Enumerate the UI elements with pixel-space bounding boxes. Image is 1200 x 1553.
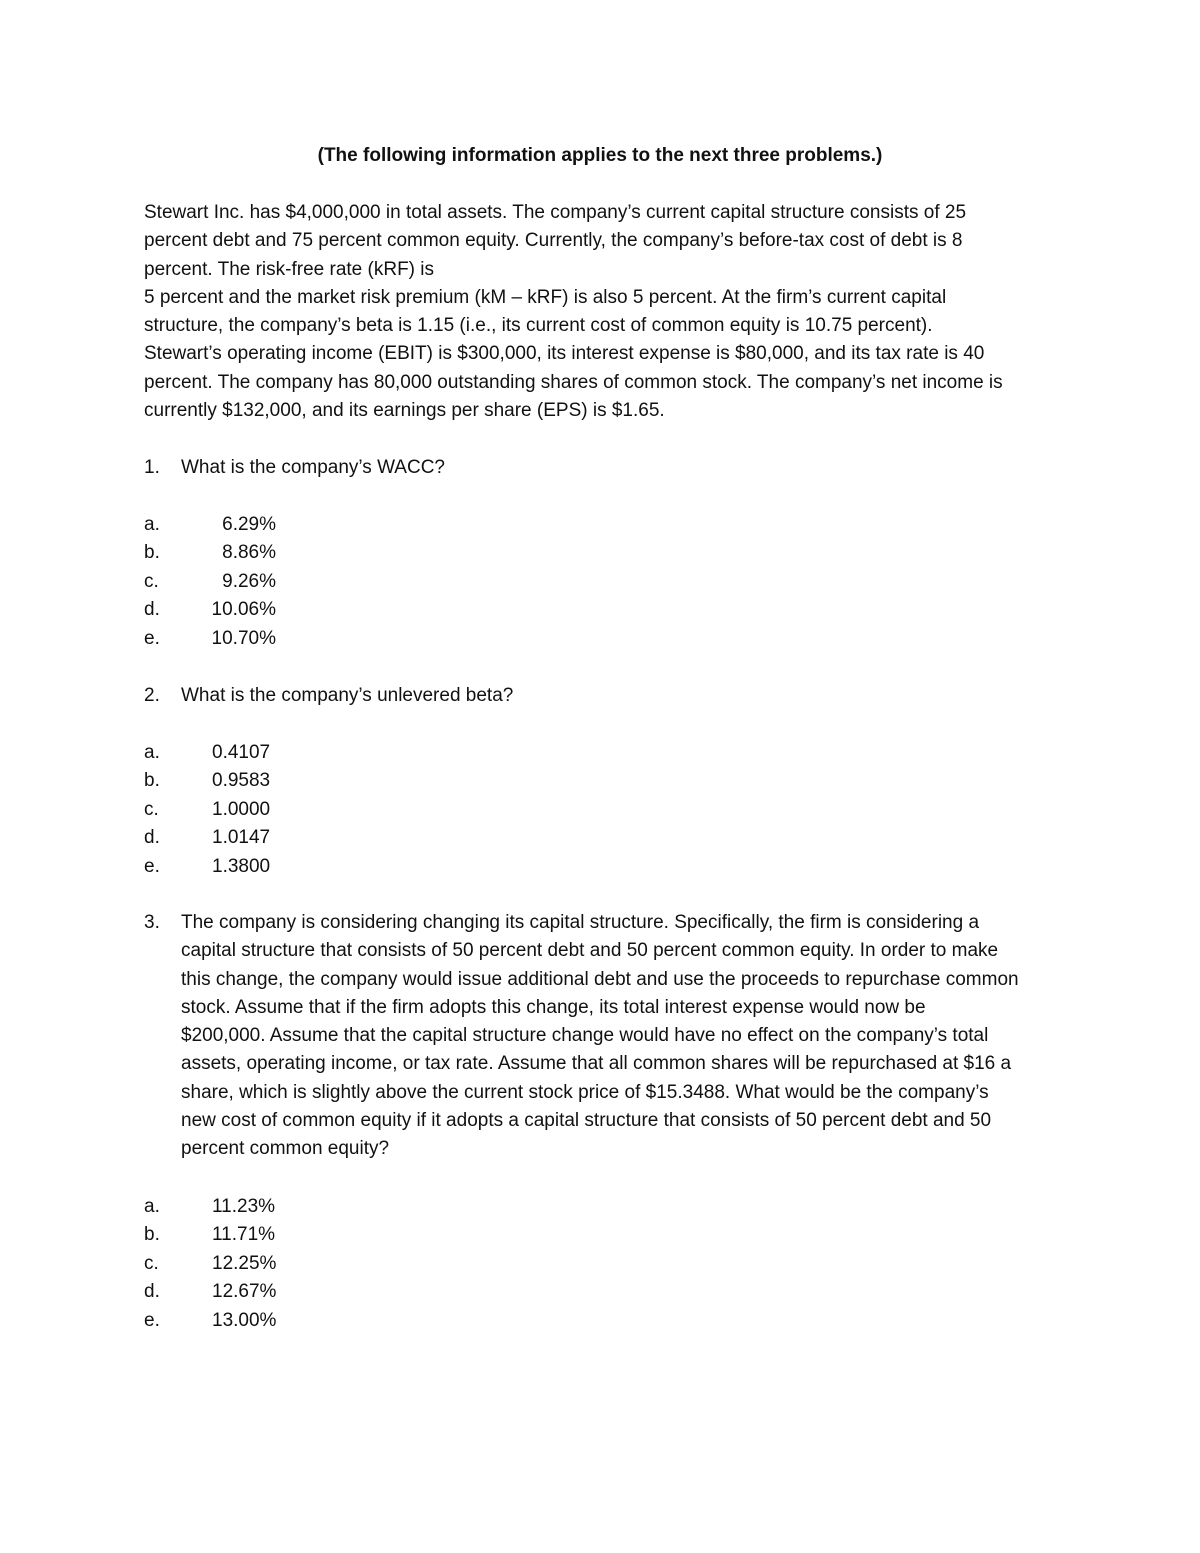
option-letter: d.: [144, 827, 160, 849]
question-text: [181, 682, 513, 710]
option-letter: c.: [144, 570, 159, 592]
option-letter: c.: [144, 798, 159, 820]
question-1: [144, 454, 445, 482]
answer-option: [144, 625, 276, 653]
option-letter: a.: [144, 514, 160, 535]
question-line: What is the company’s WACC?: [181, 457, 445, 478]
intro-line: Stewart Inc. has $4,000,000 in total assets. The company’s current capital structure consists of 25: [144, 202, 967, 223]
option-value: 10.06%: [211, 599, 276, 621]
question-number: 2.: [144, 685, 160, 706]
intro-line: structure, the company’s beta is 1.15 (i.e., its current cost of common equity is 10.75 percent).: [144, 315, 933, 337]
option-letter: e.: [144, 1309, 160, 1331]
page-heading: (The following information applies to the next three problems.): [317, 145, 883, 166]
question-line: capital structure that consists of 50 percent debt and 50 percent common equity. In order to make: [181, 940, 999, 962]
question-text: [181, 454, 445, 482]
option-value: 1.3800: [212, 855, 271, 877]
question-line: assets, operating income, or tax rate. Assume that all common shares will be repurchased at $16 a: [181, 1053, 1012, 1075]
answer-option: [144, 568, 276, 596]
intro-line: percent. The risk-free rate (kRF) is: [144, 258, 435, 280]
option-value: 6.29%: [222, 514, 276, 535]
answer-option: [144, 1250, 444, 1278]
option-value: 10.70%: [211, 627, 276, 649]
question-line: new cost of common equity if it adopts a capital structure that consists of 50 percent debt and 50: [181, 1110, 992, 1132]
option-letter: b.: [144, 770, 160, 792]
option-letter: b.: [144, 542, 160, 564]
question-2: [144, 682, 513, 710]
answer-options-3: [144, 1193, 444, 1335]
question-line: $200,000. Assume that the capital structure change would have no effect on the company’s total: [181, 1025, 989, 1047]
question-line: The company is considering changing its capital structure. Specifically, the firm is considering a: [181, 912, 980, 933]
option-value: 1.0000: [212, 798, 271, 820]
answer-option: [144, 1221, 444, 1249]
intro-line: currently $132,000, and its earnings per share (EPS) is $1.65.: [144, 400, 665, 422]
option-value: 0.4107: [212, 742, 271, 763]
answer-option: [144, 767, 444, 795]
option-letter: a.: [144, 1196, 160, 1217]
question-3: [144, 909, 1019, 1164]
option-value: 12.67%: [212, 1281, 277, 1303]
question-number: 1.: [144, 457, 160, 478]
question-line: share, which is slightly above the current stock price of $15.3488. What would be the company’s: [181, 1081, 989, 1103]
question-line: What is the company’s unlevered beta?: [181, 685, 514, 706]
answer-options-2: [144, 739, 444, 881]
option-letter: b.: [144, 1224, 160, 1246]
answer-option: [144, 539, 276, 567]
option-value: 9.26%: [222, 570, 276, 592]
answer-option: [144, 1307, 444, 1335]
question-line: this change, the company would issue additional debt and use the proceeds to repurchase common: [181, 968, 1019, 990]
option-value: 11.23%: [212, 1196, 276, 1217]
question-line: percent common equity?: [181, 1138, 390, 1160]
intro-line: Stewart’s operating income (EBIT) is $300,000, its interest expense is $80,000, and its tax rate is 40: [144, 343, 985, 365]
answer-option: [144, 511, 276, 539]
option-value: 12.25%: [212, 1252, 277, 1274]
answer-options-1: [144, 511, 276, 653]
answer-option: [144, 1193, 444, 1221]
option-letter: d.: [144, 599, 160, 621]
answer-option: [144, 739, 444, 767]
intro-line: percent. The company has 80,000 outstanding shares of common stock. The company’s net income is: [144, 371, 1003, 393]
option-letter: e.: [144, 855, 160, 877]
option-value: 11.71%: [212, 1224, 276, 1246]
answer-option: [144, 1278, 444, 1306]
answer-option: [144, 796, 444, 824]
option-value: 1.0147: [212, 827, 271, 849]
question-text: [181, 909, 1019, 1164]
question-line: stock. Assume that if the firm adopts this change, its total interest expense would now be: [181, 996, 926, 1018]
option-value: 0.9583: [212, 770, 271, 792]
intro-paragraph: [144, 199, 1074, 425]
option-value: 8.86%: [222, 542, 276, 564]
intro-line: 5 percent and the market risk premium (kM – kRF) is also 5 percent. At the firm’s current capital: [144, 286, 947, 308]
option-letter: d.: [144, 1281, 160, 1303]
answer-option: [144, 824, 444, 852]
option-letter: e.: [144, 627, 160, 649]
answer-option: [144, 853, 444, 881]
answer-option: [144, 596, 276, 624]
option-value: 13.00%: [212, 1309, 277, 1331]
question-number: 3.: [144, 912, 160, 933]
intro-line: percent debt and 75 percent common equity. Currently, the company’s before-tax cost of debt is 8: [144, 230, 963, 252]
option-letter: c.: [144, 1252, 159, 1274]
option-letter: a.: [144, 742, 160, 763]
